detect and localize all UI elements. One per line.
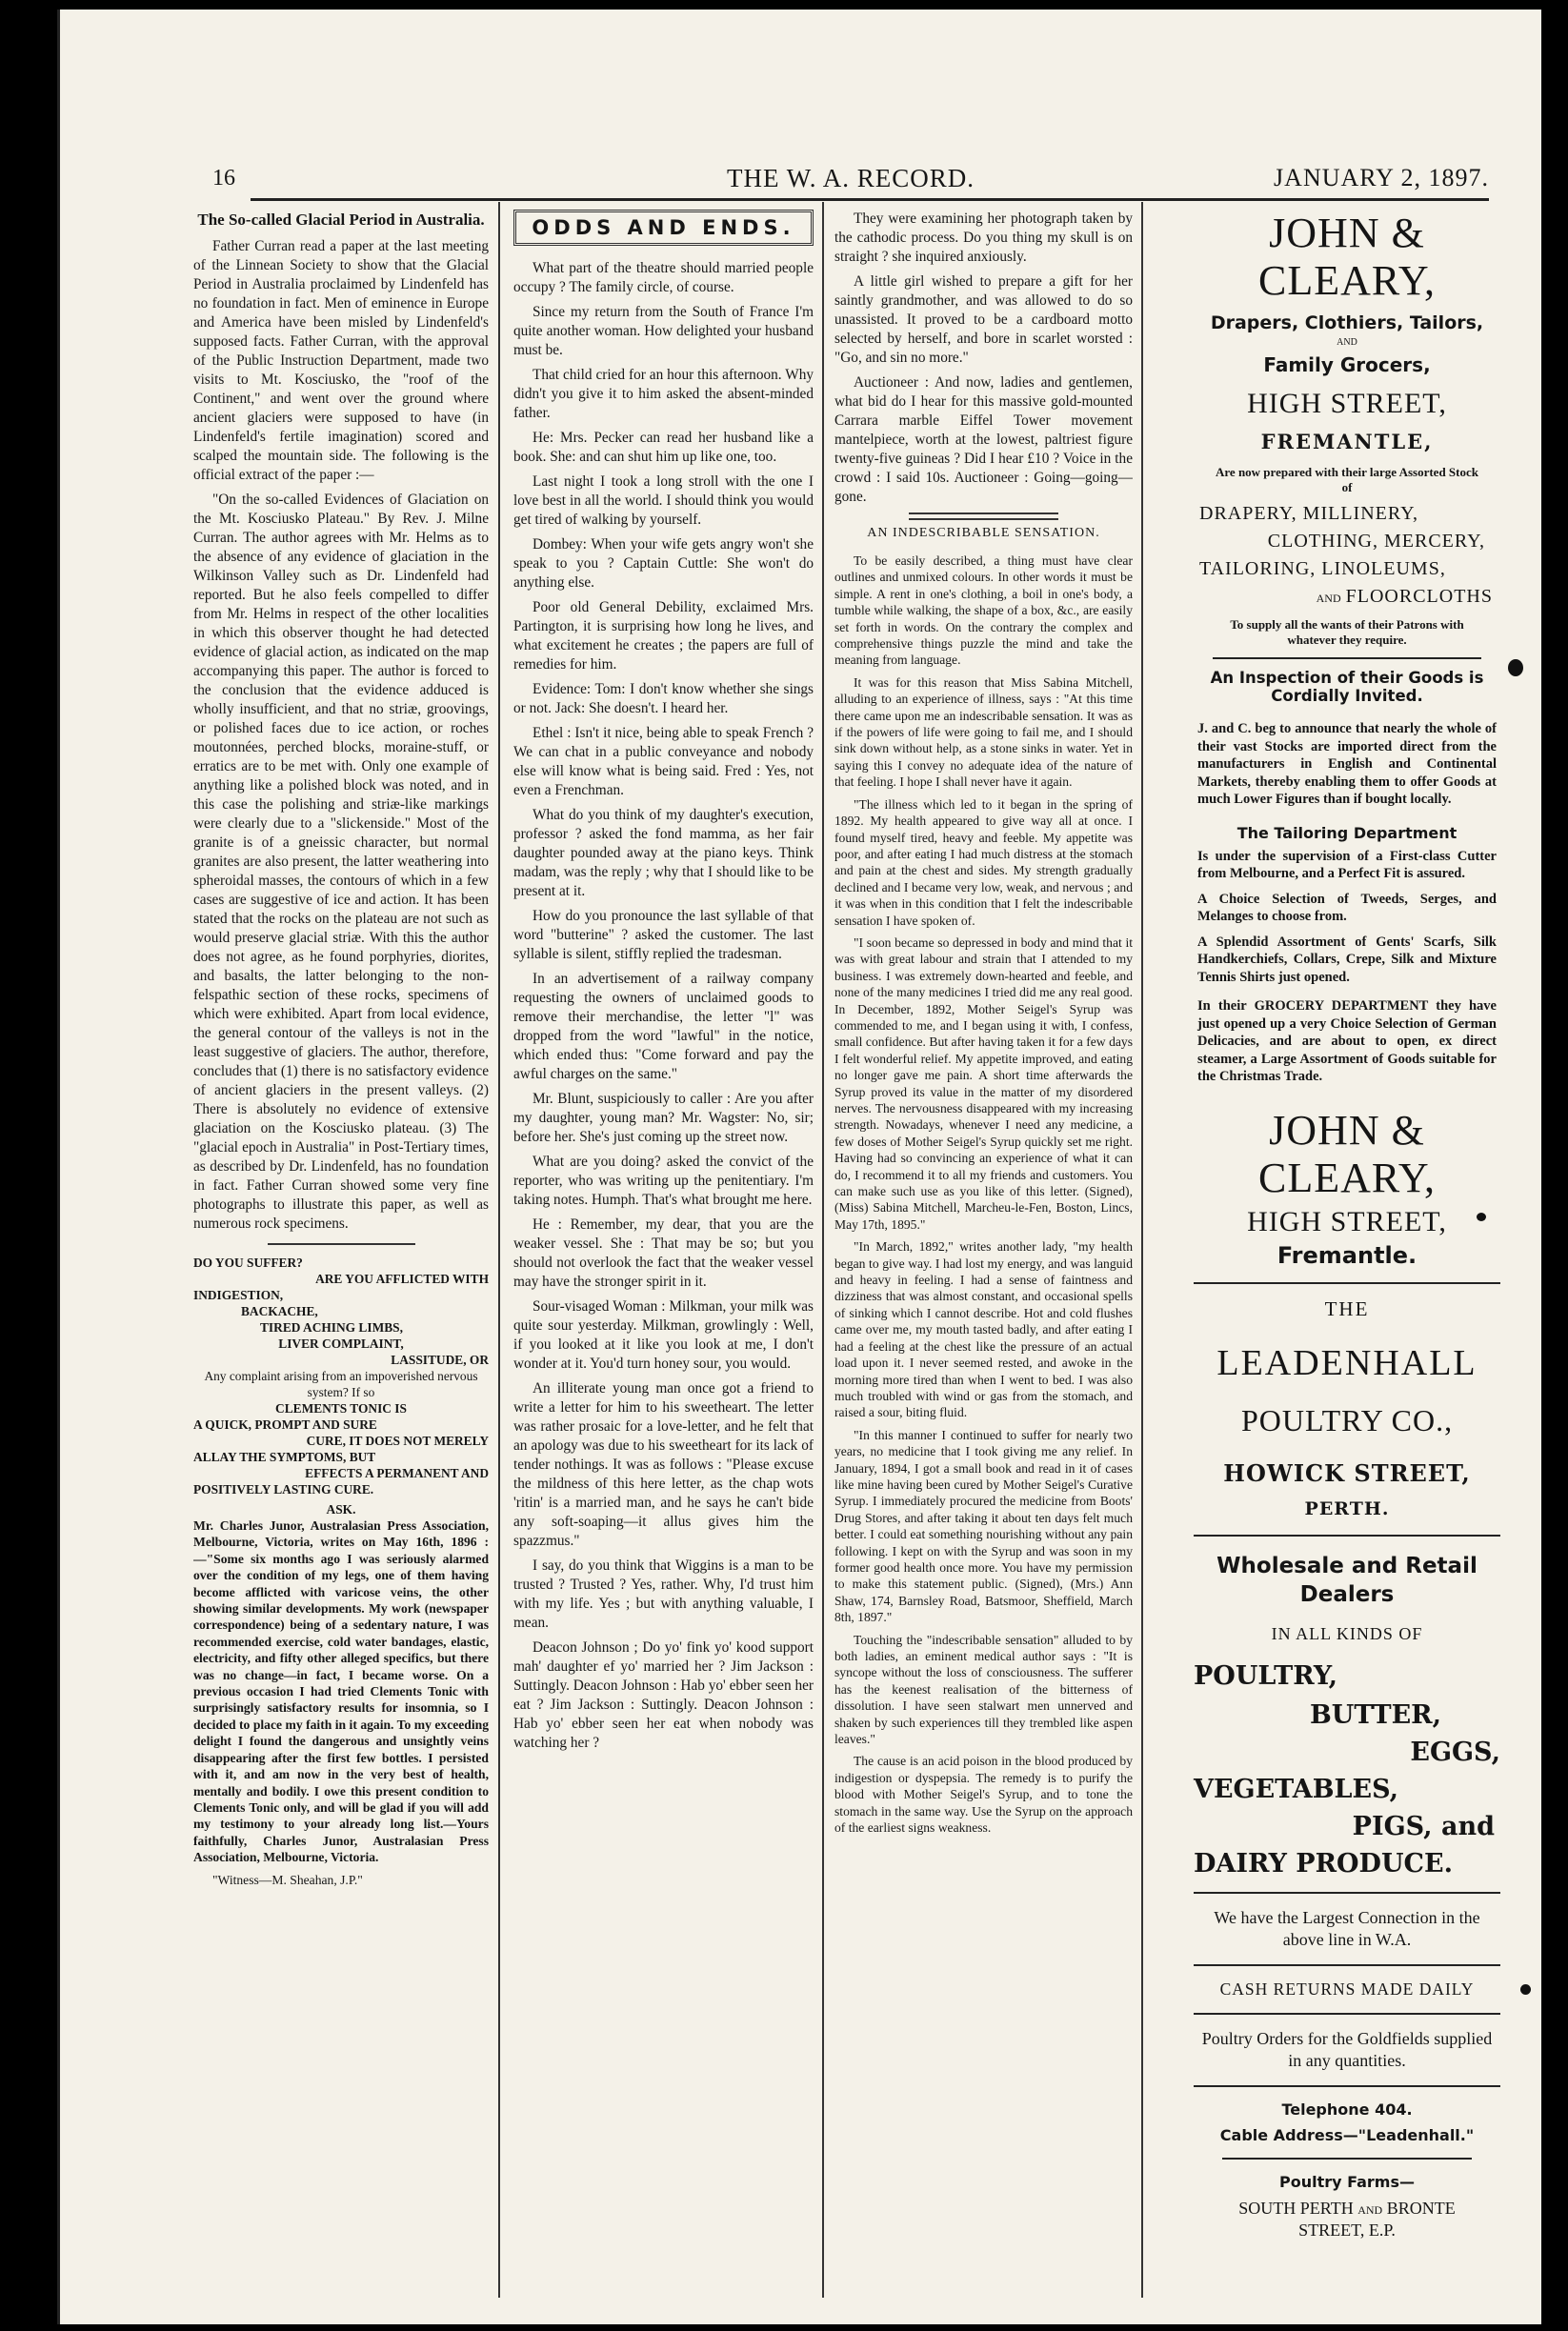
ad-line: ARE YOU AFFLICTED WITH: [315, 1272, 489, 1286]
column-3: [834, 210, 1133, 2301]
column-rule: [822, 202, 824, 2298]
ad-and: AND: [1337, 337, 1357, 348]
odds-item: That child cried for an hour this afternoon. Why didn't you give it to him asked the absent-minded father.: [513, 367, 814, 421]
ad-wholesale: Wholesale and Retail Dealers: [1216, 1553, 1478, 1607]
product-dairy: DAIRY PRODUCE.: [1194, 1848, 1453, 1879]
ad-stock: FLOORCLOTHS: [1345, 586, 1493, 607]
ad-line: POSITIVELY LASTING CURE.: [193, 1482, 374, 1497]
product-butter: BUTTER,: [1309, 1699, 1441, 1730]
ad-supply: To supply all the wants of their Patrons with whatever they require.: [1230, 617, 1464, 647]
column-2: [513, 210, 814, 2301]
ad-prepared: Are now prepared with their large Assorted Stock of: [1216, 465, 1478, 494]
sensation-paragraph: "The illness which led to it began in the spring of 1892. My health appeared to give way all at once. I found myself tired, heavy and feeble. My appetite was poor, and after eating I had much distress at the stomach and pain at the chest and sides. My strength gradually declined and I became very low, weak, and nervous ; and it was when in this condition that I felt the indescribable sensation I have spoken of.: [834, 796, 1133, 928]
glacial-paragraph: "On the so-called Evidences of Glaciation on the Mt. Kosciusko Plateau." By Rev. J. Milne Curran. The author agrees with Mr. Helms as to the absence of any evidence of glaciation in the Wilkinson Valley such as Dr. Lindenfeld had reported. But he also feels compelled to differ from Mr. Helms in respect of the other localities in which this observer thought he had detected evidence of glacial action, as indicated on the map accompanying this paper. The author is forced to the conclusion that the evidence adduced is wholly insufficient, and that no striæ, groovings, or polished faces due to ice action, or roches moutonnées, perched blocks, moraine-stuff, or erratics are to be met with. Only one example of anything like a polished block was noted, and in this case the polishing and striæ-like markings were clearly due to a "slickenside." Most of the granite is of a gneissic character, but normal granites are also present, the latter weathering into spheroidal masses, the contours of which in a few cases are suggestive of ice and action. It has been stated that the rocks on the plateau are not such as would preserve glacial striæ. With this the author does not agree, as he found porphyries, diorites, and basalts, the latter belonging to the non-felspathic section of these rocks, specimens of which were exhibited. Apart from local evidence, the general contour of the valleys is not in the least suggestive of glaciers. The author, therefore, concludes that (1) there is no satisfactory evidence of ancient glaciers in the present valleys. (2) There is absolutely no evidence of extensive glaciation on the Kosciusko plateau. (3) The "glacial epoch in Australia" in Post-Tertiary times, as described by Dr. Lindenfeld, has no foundation in fact. Father Curran showed some very fine photographs to illustrate this paper, as well as numerous rock specimens.: [193, 492, 489, 1232]
ad-perth: PERTH.: [1304, 1497, 1390, 1519]
ad-divider: [1194, 1282, 1500, 1284]
testimonial-witness: "Witness—M. Sheahan, J.P.": [212, 1872, 363, 1887]
ink-blot: [1508, 659, 1523, 676]
ad-line: EFFECTS A PERMANENT AND: [305, 1466, 489, 1480]
odds-item: How do you pronounce the last syllable of that word "butterine" ? asked the customer. The last syllable is silent, stiffly replied the tradesman.: [513, 908, 814, 962]
ad-orders: Poultry Orders for the Goldfields supplied in any quantities.: [1201, 2028, 1493, 2070]
page-number: 16: [212, 166, 235, 191]
ad-cash: CASH RETURNS MADE DAILY: [1219, 1979, 1475, 1999]
article-title-sensation: AN INDESCRIBABLE SENSATION.: [867, 526, 1100, 540]
ad-divider: [1222, 2158, 1472, 2160]
odds-item: Deacon Johnson ; Do yo' fink yo' kood support mah' daughter ef yo' married her ? Jim Jackson : Suttingly. Deacon Johnson : Hab yo' ebber seen her eat ? Jim Jackson : Suttingly. Deacon Johnson : Hab yo' ebber seen her eat when nobody was watching her ?: [513, 1639, 814, 1751]
ad-line: BACKACHE,: [241, 1304, 318, 1318]
odds-item: He : Remember, my dear, that you are the weaker vessel. She : That may be so; but you should not overlook the fact that the weaker vessel may have the stronger spirit in it.: [513, 1216, 814, 1290]
ad-street: HIGH STREET,: [1247, 1205, 1447, 1237]
ink-blot: [1520, 1984, 1531, 1995]
odds-item: Last night I took a long stroll with the one I love best in all the world. I should think you would get tired of walking by yourself.: [513, 473, 814, 528]
ad-grocery: In their GROCERY DEPARTMENT they have just opened up a very Choice Selection of German Delicacies, and are about to open, ex direct steamer, a Large Assortment of Goods suitable for the Christmas Trade.: [1197, 998, 1497, 1084]
ad-divider: [1194, 2085, 1500, 2087]
ad-cable: Cable Address—"Leadenhall.": [1219, 2125, 1475, 2144]
odds-item: A little girl wished to prepare a gift for her saintly grandmother, and was allowed to do so unassisted. It proved to be a cardboard motto selected by herself, and bore in scarlet worsted : "Go, and sin no more.": [834, 273, 1133, 366]
ad-line: ALLAY THE SYMPTOMS, BUT: [193, 1450, 376, 1464]
ad-divider: [1194, 2013, 1500, 2015]
testimonial-body: Mr. Charles Junor, Australasian Press Association, Melbourne, Victoria, writes on May 16th, 1896 :—"Some six months ago I was seriously alarmed over the condition of my legs, one of them having become afflicted with varicose veins, the other showing similar developments. My work (newspaper correspondence) being of a sedentary nature, I was recommended exercise, cold water bandages, elastic, electricity, and fifty other alleged specifics, but there was no change—in fact, I became worse. On a previous occasion I had tried Clements Tonic with surprisingly satisfactory results for insomnia, so I decided to place my faith in it again. To my exceeding delight I found the dangerous and unsightly veins disappearing after the first few bottles. I persisted with it, and am now in the very best of health, mentally and bodily. I owe this present condition to Clements Tonic only, and will be glad if you will add my testimony to your already long list.—Yours faithfully, Charles Junor, Australasian Press Association, Melbourne, Victoria.: [193, 1518, 489, 1865]
odds-item: I say, do you think that Wiggins is a man to be trusted ? Trusted ? Yes, rather. Why, I'd trust him with my life. Yes ; but with anything valuable, I mean.: [513, 1557, 814, 1631]
brand-john-cleary: JOHN & CLEARY,: [1258, 210, 1436, 304]
odds-item: Mr. Blunt, suspiciously to caller : Are you after my daughter, young man? Mr. Wagster: No, sir; before her. She's just coming up the street now.: [513, 1091, 814, 1145]
ad-line: INDIGESTION,: [193, 1288, 284, 1302]
section-divider: [268, 1243, 415, 1245]
ad-in-all: IN ALL KINDS OF: [1271, 1623, 1423, 1643]
odds-item: What part of the theatre should married people occupy ? The family circle, of course.: [513, 260, 814, 295]
column-rule: [498, 202, 500, 2298]
ad-divider: [1194, 1964, 1500, 1966]
product-eggs: EGGS,: [1410, 1737, 1500, 1767]
ad-tailoring: Is under the supervision of a First-class Cutter from Melbourne, and a Perfect Fit is assured.: [1197, 848, 1497, 881]
newspaper-page: [57, 10, 1541, 2324]
ad-telephone: Telephone 404.: [1281, 2100, 1413, 2119]
advertisement-column: [1194, 210, 1500, 2241]
ad-stock: TAILORING, LINOLEUMS,: [1199, 558, 1446, 579]
odds-item: Evidence: Tom: I don't know whether she sings or not. Jack: She doesn't. I heard her.: [513, 681, 814, 716]
ad-line: A QUICK, PROMPT AND SURE: [193, 1417, 377, 1432]
ad-the: THE: [1324, 1296, 1370, 1320]
clements-tonic-ad: [193, 1255, 489, 1517]
ad-line: Any complaint arising from an impoverished nervous system? If so: [204, 1369, 478, 1399]
odds-item: They were examining her photograph taken by the cathodic process. Do you thing my skull is on straight ? she inquired anxiously.: [834, 211, 1133, 265]
sensation-paragraph: "In March, 1892," writes another lady, "my health began to give way. I had lost my energy, and was languid and heavy in feeling. I had a sense of faintness and dizziness that was almost constant, and occasional spells of sinking which I cannot describe. Hot and cold flushes came over me, my mouth tasted badly, and after eating I had a feeling at the chest like the pressure of an actual load upon it. I never seemed rested, and awoke in the morning more tired than when I went to bed. I was also much troubled with wind or gas from the stomach, and raised a sour, biting fluid.: [834, 1239, 1133, 1420]
brand-leadenhall: LEADENHALL: [1216, 1342, 1478, 1383]
ad-divider: [1213, 657, 1481, 659]
article-title-glacial: The So-called Glacial Period in Australia.: [197, 211, 485, 229]
ad-farms-loc: BRONTE: [1386, 2198, 1456, 2218]
glacial-paragraph: Father Curran read a paper at the last meeting of the Linnean Society to show that the Glacial Period in Australia proclaimed by Lindenfeld has no foundation in fact. Men of eminence in Europe and America have been misled by Lindenfeld's supposed facts. Father Curran, with the approval of the Public Instruction Department, made two visits to Mt. Kosciusko, the "roof of the Continent," and went over the ground where ancient glaciers were supposed to have (in Lindenfeld's fertile imagination) scored and scalped the mountain side. The following is the official extract of the paper :—: [193, 238, 489, 483]
ad-poultry-co: POULTRY CO.,: [1240, 1402, 1454, 1437]
sensation-paragraph: To be easily described, a thing must have clear outlines and unmixed colours. In other words it must be simple. A rent in one's clothing, a boil in one's body, a tumble while walking, the shape of a box, &c., are easily set forth in words. On the contrary the complex and comprehensive things puzzle the mind and take the meaning from language.: [834, 553, 1133, 668]
ad-farms-loc: STREET, E.P.: [1298, 2220, 1396, 2240]
odds-and-ends-title: ODDS AND ENDS.: [513, 210, 814, 246]
odds-item: What do you think of my daughter's execution, professor ? asked the fond mamma, as her fair daughter pounded away at the piano keys. Think madam, was the reply ; why that I should like to be present at it.: [513, 807, 814, 899]
ad-howick: HOWICK STREET,: [1223, 1458, 1471, 1487]
odds-item: Since my return from the South of France I'm quite another woman. How delighted your husband must be.: [513, 304, 814, 358]
odds-item: He: Mrs. Pecker can read her husband like a book. She: and can shut him up like one, too.: [513, 430, 814, 465]
ad-stock: DRAPERY, MILLINERY,: [1199, 503, 1418, 524]
odds-item: An illiterate young man once got a friend to write a letter for him to his sweetheart. The letter was rather prosaic for a love-letter, and he felt that an apology was due to his sweetheart for its lack of tender nothings. It was as follows : "Please excuse the mildness of this here letter, as the chap wots 'ritin' is a married man, and he says he can't bide any soft-soaping—it allus gives him the spazzmus.": [513, 1380, 814, 1549]
ad-largest: We have the Largest Connection in the above line in W.A.: [1214, 1907, 1480, 1949]
issue-date: JANUARY 2, 1897.: [1274, 164, 1489, 191]
ad-grocers: Family Grocers,: [1263, 353, 1431, 376]
ad-line: LIVER COMPLAINT,: [278, 1336, 404, 1351]
ad-farms-loc: SOUTH PERTH: [1238, 2198, 1354, 2218]
ink-blot: [1477, 1213, 1486, 1221]
ad-scarfs: A Splendid Assortment of Gents' Scarfs, Silk Handkerchiefs, Collars, Crepe, Silk and Mixture Tennis Shirts just opened.: [1197, 934, 1497, 985]
ad-and: AND: [1357, 2202, 1383, 2217]
ad-line: CURE, IT DOES NOT MERELY: [306, 1434, 489, 1448]
odds-item: Sour-visaged Woman : Milkman, your milk was quite sour yesterday. Milkman, growlingly : Well, if you looked at it like you look at me, I don't wonder at it. You'd turn honey sour, you would.: [513, 1298, 814, 1372]
odds-item: What are you doing? asked the convict of the reporter, who was writing up the penitentiary. I'm taking notes. Humph. That's what brought me here.: [513, 1154, 814, 1208]
ad-farms-location: [1194, 2199, 1500, 2219]
header-rule: [251, 198, 1489, 201]
publication-title: THE W. A. RECORD.: [726, 164, 975, 192]
product-vegetables: VEGETABLES,: [1194, 1774, 1399, 1804]
column-rule: [1141, 202, 1143, 2298]
page-header: [212, 160, 1489, 198]
odds-item: Auctioneer : And now, ladies and gentlemen, what bid do I hear for this massive gold-mounted Carrara marble Eiffel Tower movement mantelpiece, worth at the lowest, paltriest figure twenty-five guineas ? Did I hear £10 ? Voice in the crowd : I said 10s. Auctioneer : Going—going—gone.: [834, 374, 1133, 505]
ad-tweeds: A Choice Selection of Tweeds, Serges, and Melanges to choose from.: [1197, 891, 1497, 924]
ad-announce: J. and C. beg to announce that nearly the whole of their vast Stocks are imported direct from the manufacturers in English and Continental Markets, thereby enabling them to offer Goods at much Lower Figures than if bought locally.: [1197, 721, 1497, 807]
ad-and: AND: [1316, 592, 1341, 605]
column-1: [193, 210, 489, 2301]
product-pigs: PIGS, and: [1352, 1811, 1495, 1841]
ad-town: Fremantle.: [1277, 1241, 1417, 1269]
odds-item: In an advertisement of a railway company requesting the owners of unclaimed goods to remove their merchandise, the letter "l" was dropped from the word "lawful" in the notice, which ended thus: "Come forward and pay the awful charges on the same.": [513, 971, 814, 1082]
odds-item: Poor old General Debility, exclaimed Mrs. Partington, it is surprising how long he lives, and what excitement he creates ; the papers are full of remedies for him.: [513, 599, 814, 673]
ad-ask: ASK.: [326, 1502, 356, 1517]
sensation-paragraph: The cause is an acid poison in the blood produced by indigestion or dyspepsia. The remedy is to purify the blood with Mother Seigel's Syrup, and to tone the stomach in the same way. Use the Syrup on the approach of the earliest signs weakness.: [834, 1754, 1133, 1836]
brand-john-cleary: JOHN & CLEARY,: [1258, 1106, 1436, 1201]
ad-line: LASSITUDE, OR: [391, 1353, 489, 1367]
sensation-paragraph: "In this manner I continued to suffer for nearly two years, no medicine that I took giving me any relief. In January, 1894, I got a small book and read in it of cases like mine having been cured by Mother Seigel's Curative Syrup. I immediately procured the medicine from Boots' Drug Stores, and after taking it about ten days felt much better. I could eat something nourishing without any pain following. I kept on with the Syrup and was soon in my former good health once more. You have my permission to make this statement public. (Signed), (Mrs.) Ann Shaw, 174, Barnsley Road, Batsmoor, Sheffield, March 8th, 1897.": [834, 1427, 1133, 1625]
odds-item: Dombey: When your wife gets angry won't she speak to you ? Captain Cuttle: She won't do anything else.: [513, 536, 814, 591]
ad-line: TIRED ACHING LIMBS,: [260, 1320, 403, 1335]
odds-item: Ethel : Isn't it nice, being able to speak French ? We can chat in a public conveyance and nobody else will know what is being said. Fred : Yes, not even a Frenchman.: [513, 725, 814, 798]
section-divider: [909, 512, 1058, 514]
product-poultry: POULTRY,: [1194, 1660, 1338, 1691]
ad-town: FREMANTLE,: [1260, 430, 1434, 453]
sensation-paragraph: It was for this reason that Miss Sabina Mitchell, alluding to an experience of illness, says : "At this time there came upon me an indescribable sensation. It was as if the powers of life were going to fail me, and I should sink down without help, as a stone sinks in water. Yet in saying this I convey no adequate idea of the nature of that feeling. I hope I shall never have it again.: [834, 674, 1133, 790]
ad-farms: Poultry Farms—: [1278, 2172, 1415, 2191]
ad-stock-line: [1194, 586, 1500, 608]
sensation-paragraph: Touching the "indescribable sensation" alluded to by both ladies, an eminent medical author says : "It is syncope without the loss of consciousness. The sufferer has the keenest realisation of the bitterness of dissolution. I have seen stalwart men unnerved and shaken by such experiences till they trembled like aspen leaves.": [834, 1632, 1133, 1747]
ad-stock: CLOTHING, MERCERY,: [1267, 531, 1485, 552]
ad-line: CLEMENTS TONIC IS: [275, 1401, 407, 1416]
ad-trades: Drapers, Clothiers, Tailors,: [1210, 312, 1484, 333]
ad-street: HIGH STREET,: [1247, 388, 1447, 419]
section-divider: [909, 518, 1058, 520]
ad-line: DO YOU SUFFER?: [193, 1256, 303, 1270]
ad-tailoring-heading: The Tailoring Department: [1236, 823, 1457, 842]
ad-divider: [1194, 1892, 1500, 1894]
ad-divider: [1194, 1535, 1500, 1537]
ad-inspection: An Inspection of their Goods is Cordially Invited.: [1210, 669, 1484, 705]
sensation-paragraph: "I soon became so depressed in body and mind that it was with great labour and strain that I attended to my business. I was extremely down-hearted and feeble, and none of the many medicines I tried did me any real good. In December, 1892, Mother Seigel's Syrup was commended to me, and I began using it with, I confess, small confidence. But after having taken it for a few days I felt wonderful relief. My appetite improved, and eating no longer gave me pain. A short time afterwards the Syrup proved its value in the matter of my disordered nerves. The nervousness disappeared with my increasing strength. Nowadays, whenever I need any medicine, a few doses of Mother Seigel's Syrup quickly set me right. Having had so convincing an experience of what it can do, I recommend it to all my friends and customers. You can make such use as you like of this letter. (Signed), (Miss) Sabina Mitchell, Marcheu-le-Fen, Boston, Lincs, May 17th, 1895.": [834, 934, 1133, 1232]
